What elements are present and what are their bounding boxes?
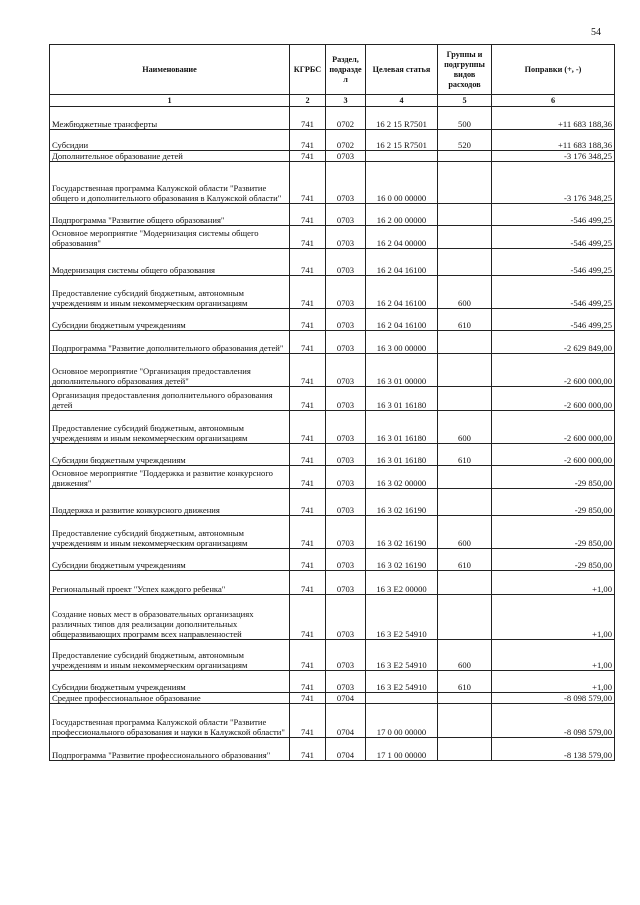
cell-kgrbs: 741: [290, 204, 326, 226]
column-number: 3: [326, 95, 366, 107]
table-row: [50, 671, 615, 693]
cell-section: 0702: [326, 107, 366, 130]
cell-group: [438, 704, 492, 738]
cell-name: Субсидии бюджетным учреждениям: [50, 549, 290, 571]
cell-amount: -546 499,25: [492, 309, 615, 331]
cell-name: Государственная программа Калужской области "Развитие профессионального образования и науки в Калужской области": [50, 704, 290, 738]
table-row: [50, 276, 615, 309]
cell-kgrbs: 741: [290, 549, 326, 571]
table-row: [50, 693, 615, 704]
cell-amount: +1,00: [492, 571, 615, 595]
cell-section: 0703: [326, 444, 366, 466]
cell-name: Организация предоставления дополнительного образования детей: [50, 387, 290, 411]
cell-group: [438, 738, 492, 761]
cell-kgrbs: 741: [290, 444, 326, 466]
cell-name: Основное мероприятие "Организация предоставления дополнительного образования детей": [50, 354, 290, 387]
cell-name: Субсидии: [50, 130, 290, 151]
cell-name: Подпрограмма "Развитие дополнительного образования детей": [50, 331, 290, 354]
cell-article: 16 3 E2 54910: [366, 671, 438, 693]
cell-section: 0703: [326, 387, 366, 411]
cell-amount: +11 683 188,36: [492, 107, 615, 130]
cell-article: [366, 693, 438, 704]
cell-section: 0703: [326, 331, 366, 354]
cell-article: 16 3 01 16180: [366, 387, 438, 411]
table-row: [50, 444, 615, 466]
cell-kgrbs: 741: [290, 693, 326, 704]
cell-kgrbs: 741: [290, 331, 326, 354]
cell-group: [438, 387, 492, 411]
cell-article: 16 3 E2 00000: [366, 571, 438, 595]
table-row: [50, 107, 615, 130]
cell-amount: -8 138 579,00: [492, 738, 615, 761]
cell-kgrbs: 741: [290, 226, 326, 249]
cell-kgrbs: 741: [290, 640, 326, 671]
cell-amount: -2 600 000,00: [492, 444, 615, 466]
table-row: [50, 571, 615, 595]
cell-name: Государственная программа Калужской области "Развитие общего и дополнительного образования в Калужской области": [50, 162, 290, 204]
cell-group: [438, 226, 492, 249]
cell-group: 610: [438, 309, 492, 331]
cell-article: 16 2 04 16100: [366, 276, 438, 309]
cell-name: Дополнительное образование детей: [50, 151, 290, 162]
cell-article: 16 3 02 16190: [366, 516, 438, 549]
cell-kgrbs: 741: [290, 387, 326, 411]
cell-amount: -3 176 348,25: [492, 151, 615, 162]
cell-group: [438, 693, 492, 704]
cell-amount: -29 850,00: [492, 489, 615, 516]
cell-kgrbs: 741: [290, 151, 326, 162]
cell-amount: -546 499,25: [492, 204, 615, 226]
cell-kgrbs: 741: [290, 309, 326, 331]
cell-amount: -29 850,00: [492, 516, 615, 549]
cell-article: 16 3 02 16190: [366, 489, 438, 516]
column-number: 4: [366, 95, 438, 107]
cell-section: 0703: [326, 516, 366, 549]
cell-group: 600: [438, 411, 492, 444]
table-row: [50, 466, 615, 489]
cell-article: 16 2 00 00000: [366, 204, 438, 226]
cell-article: 16 3 00 00000: [366, 331, 438, 354]
cell-section: 0703: [326, 466, 366, 489]
cell-group: [438, 204, 492, 226]
cell-section: 0703: [326, 151, 366, 162]
header-article: Целевая статья: [366, 45, 438, 95]
table-row: [50, 387, 615, 411]
column-number: 2: [290, 95, 326, 107]
table-row: [50, 130, 615, 151]
header-section: Раздел, подразде л: [326, 45, 366, 95]
cell-section: 0703: [326, 249, 366, 276]
cell-name: Модернизация системы общего образования: [50, 249, 290, 276]
cell-section: 0703: [326, 549, 366, 571]
cell-name: Субсидии бюджетным учреждениям: [50, 309, 290, 331]
table-row: [50, 309, 615, 331]
cell-group: [438, 571, 492, 595]
table-row: [50, 331, 615, 354]
cell-group: [438, 331, 492, 354]
cell-group: 500: [438, 107, 492, 130]
cell-article: 16 2 04 16100: [366, 309, 438, 331]
table-row: [50, 354, 615, 387]
cell-article: 16 2 15 R7501: [366, 107, 438, 130]
cell-article: 16 3 01 00000: [366, 354, 438, 387]
cell-group: 600: [438, 516, 492, 549]
cell-group: 520: [438, 130, 492, 151]
cell-name: Подпрограмма "Развитие общего образования": [50, 204, 290, 226]
cell-name: Предоставление субсидий бюджетным, автономным учреждениям и иным некоммерческим организациям: [50, 276, 290, 309]
cell-amount: +1,00: [492, 595, 615, 640]
cell-article: [366, 151, 438, 162]
cell-article: 16 3 01 16180: [366, 411, 438, 444]
cell-article: 16 3 E2 54910: [366, 640, 438, 671]
cell-group: 600: [438, 276, 492, 309]
cell-amount: -2 600 000,00: [492, 411, 615, 444]
cell-kgrbs: 741: [290, 107, 326, 130]
table-row: [50, 595, 615, 640]
cell-article: 16 0 00 00000: [366, 162, 438, 204]
cell-group: [438, 249, 492, 276]
cell-name: Основное мероприятие "Поддержка и развитие конкурсного движения": [50, 466, 290, 489]
cell-section: 0703: [326, 354, 366, 387]
cell-name: Предоставление субсидий бюджетным, автономным учреждениям и иным некоммерческим организациям: [50, 411, 290, 444]
cell-section: 0703: [326, 595, 366, 640]
cell-amount: -29 850,00: [492, 466, 615, 489]
table-row: [50, 489, 615, 516]
cell-section: 0703: [326, 162, 366, 204]
cell-group: [438, 162, 492, 204]
cell-name: Подпрограмма "Развитие профессионального образования": [50, 738, 290, 761]
cell-amount: -29 850,00: [492, 549, 615, 571]
cell-section: 0703: [326, 276, 366, 309]
header-group: Группы и подгруппы видов расходов: [438, 45, 492, 95]
cell-article: 17 1 00 00000: [366, 738, 438, 761]
page-number: 54: [591, 27, 601, 38]
cell-group: [438, 489, 492, 516]
cell-name: Предоставление субсидий бюджетным, автономным учреждениям и иным некоммерческим организациям: [50, 516, 290, 549]
cell-section: 0703: [326, 411, 366, 444]
cell-amount: -2 600 000,00: [492, 354, 615, 387]
cell-article: 16 3 02 16190: [366, 549, 438, 571]
cell-kgrbs: 741: [290, 354, 326, 387]
cell-article: 16 2 04 00000: [366, 226, 438, 249]
cell-group: [438, 354, 492, 387]
column-number: 5: [438, 95, 492, 107]
cell-kgrbs: 741: [290, 571, 326, 595]
column-number: 1: [50, 95, 290, 107]
cell-section: 0703: [326, 204, 366, 226]
cell-section: 0703: [326, 489, 366, 516]
table-row: [50, 204, 615, 226]
cell-kgrbs: 741: [290, 516, 326, 549]
cell-kgrbs: 741: [290, 411, 326, 444]
cell-section: 0703: [326, 571, 366, 595]
header-amendment: Поправки (+, -): [492, 45, 615, 95]
cell-group: [438, 466, 492, 489]
cell-amount: +1,00: [492, 671, 615, 693]
cell-amount: -546 499,25: [492, 249, 615, 276]
cell-kgrbs: 741: [290, 466, 326, 489]
cell-name: Среднее профессиональное образование: [50, 693, 290, 704]
cell-kgrbs: 741: [290, 130, 326, 151]
table-row: [50, 151, 615, 162]
cell-kgrbs: 741: [290, 489, 326, 516]
cell-section: 0704: [326, 704, 366, 738]
cell-amount: -546 499,25: [492, 226, 615, 249]
cell-name: Субсидии бюджетным учреждениям: [50, 444, 290, 466]
cell-amount: -2 629 849,00: [492, 331, 615, 354]
cell-amount: -2 600 000,00: [492, 387, 615, 411]
cell-kgrbs: 741: [290, 249, 326, 276]
cell-kgrbs: 741: [290, 671, 326, 693]
cell-amount: -546 499,25: [492, 276, 615, 309]
cell-group: [438, 595, 492, 640]
cell-kgrbs: 741: [290, 595, 326, 640]
cell-section: 0704: [326, 693, 366, 704]
cell-amount: +1,00: [492, 640, 615, 671]
cell-name: Региональный проект "Успех каждого ребенка": [50, 571, 290, 595]
table-header-row: [50, 45, 615, 95]
cell-kgrbs: 741: [290, 704, 326, 738]
cell-kgrbs: 741: [290, 162, 326, 204]
cell-section: 0703: [326, 309, 366, 331]
cell-name: Создание новых мест в образовательных организациях различных типов для реализации дополнительных общеразвивающих программ всех направленностей: [50, 595, 290, 640]
table-row: [50, 516, 615, 549]
column-numbers-row: [50, 95, 615, 107]
cell-group: 610: [438, 444, 492, 466]
cell-amount: +11 683 188,36: [492, 130, 615, 151]
cell-article: 16 3 E2 54910: [366, 595, 438, 640]
cell-kgrbs: 741: [290, 738, 326, 761]
table-row: [50, 249, 615, 276]
table-row: [50, 162, 615, 204]
cell-name: Предоставление субсидий бюджетным, автономным учреждениям и иным некоммерческим организациям: [50, 640, 290, 671]
cell-group: [438, 151, 492, 162]
cell-name: Поддержка и развитие конкурсного движения: [50, 489, 290, 516]
column-number: 6: [492, 95, 615, 107]
cell-article: 16 3 02 00000: [366, 466, 438, 489]
header-kgrbs: КГРБС: [290, 45, 326, 95]
cell-article: 16 2 15 R7501: [366, 130, 438, 151]
cell-amount: -8 098 579,00: [492, 693, 615, 704]
cell-article: 17 0 00 00000: [366, 704, 438, 738]
cell-name: Субсидии бюджетным учреждениям: [50, 671, 290, 693]
table-row: [50, 549, 615, 571]
table-row: [50, 226, 615, 249]
header-name: Наименование: [50, 45, 290, 95]
cell-section: 0703: [326, 226, 366, 249]
cell-name: Межбюджетные трансферты: [50, 107, 290, 130]
budget-amendments-table: [49, 44, 615, 761]
cell-section: 0702: [326, 130, 366, 151]
cell-name: Основное мероприятие "Модернизация системы общего образования": [50, 226, 290, 249]
table-row: [50, 704, 615, 738]
cell-group: 610: [438, 671, 492, 693]
cell-amount: -8 098 579,00: [492, 704, 615, 738]
table-row: [50, 738, 615, 761]
table-row: [50, 640, 615, 671]
table-row: [50, 411, 615, 444]
cell-section: 0703: [326, 671, 366, 693]
cell-article: 16 2 04 16100: [366, 249, 438, 276]
cell-amount: -3 176 348,25: [492, 162, 615, 204]
cell-section: 0704: [326, 738, 366, 761]
cell-group: 610: [438, 549, 492, 571]
cell-section: 0703: [326, 640, 366, 671]
cell-article: 16 3 01 16180: [366, 444, 438, 466]
cell-kgrbs: 741: [290, 276, 326, 309]
cell-group: 600: [438, 640, 492, 671]
